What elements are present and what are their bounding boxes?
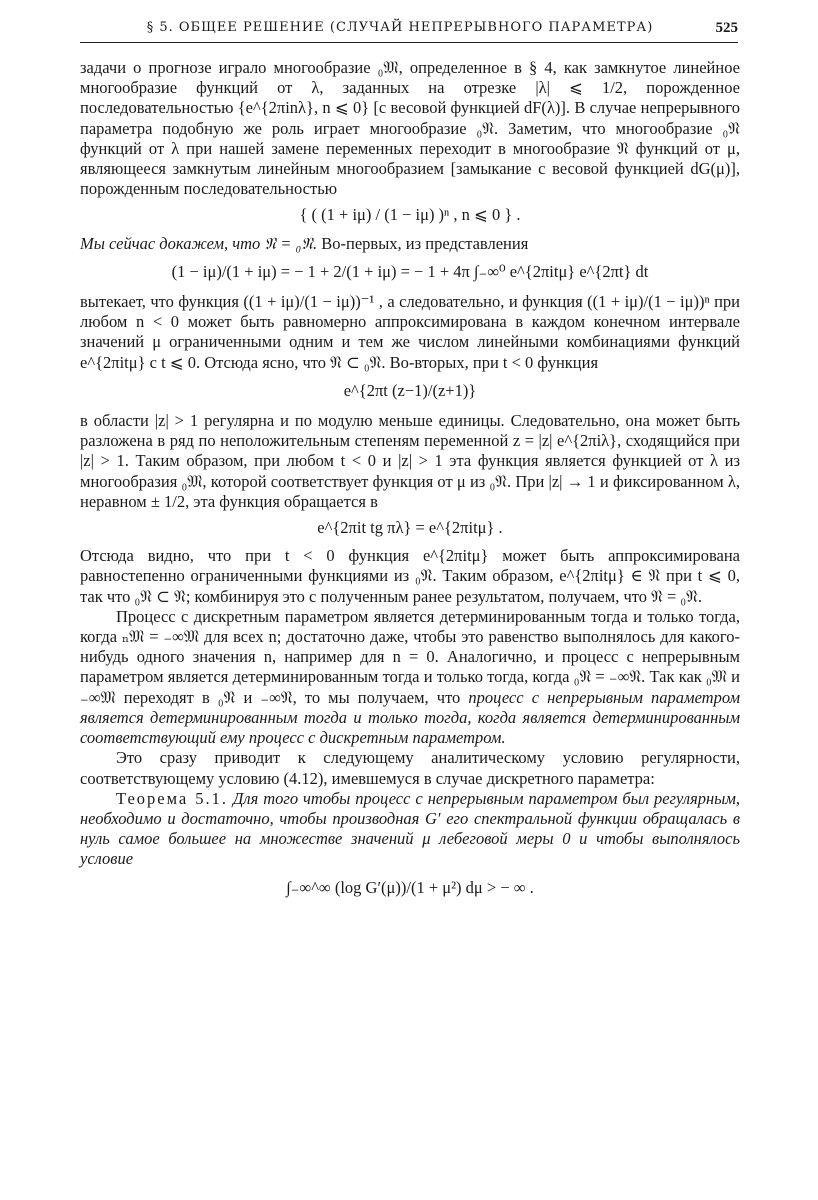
paragraph-6 xyxy=(80,607,740,748)
theorem-5-1 xyxy=(80,789,740,870)
running-head: § 5. ОБЩЕЕ РЕШЕНИЕ (СЛУЧАЙ НЕПРЕРЫВНОГО ПАРАМЕТРА) xyxy=(146,20,654,35)
formula-sequence: { ( (1 + iμ) / (1 − iμ) )ⁿ , n ⩽ 0 } . xyxy=(299,205,521,225)
paragraph-1: задачи о прогнозе играло многообразие ₀𝔐, определенное в § 4, как замкнутое линейное многообразие функций от λ, заданных на отрезке |λ| ⩽ 1/2, порожденное последовательностью {e^{2πinλ}, n ⩽ 0} [с весовой функцией dF(λ)]. В случае непрерывного параметра подобную же роль играет многообразие ₀𝔑. Заметим, что многообразие ₀𝔑 функций от λ при нашей замене переменных переходит в многообразие 𝔑 функций от μ, являющееся замкнутым линейным многообразием [замыкание с весовой функцией dG(μ)], порожденным последовательностью xyxy=(80,58,740,199)
theorem-label: Теорема 5.1. xyxy=(116,788,228,808)
paragraph-2-italic: Мы сейчас докажем, что 𝔑 = ₀𝔑. xyxy=(80,233,318,253)
formula-exponential: e^{2πt (z−1)/(z+1)} xyxy=(343,380,477,400)
paragraph-3: вытекает, что функция ((1 + iμ)/(1 − iμ))⁻¹ , а следовательно, и функция ((1 + iμ)/(1 − iμ))ⁿ при любом n < 0 может быть равномерно аппроксимирована в каждом конечном интервале значений μ ограниченными одним и тем же числом линейными комбинациями функций e^{2πitμ} с t ⩽ 0. Отсюда ясно, что 𝔑 ⊂ ₀𝔑. Во-вторых, при t < 0 функция xyxy=(80,292,740,372)
formula-representation: (1 − iμ)/(1 + iμ) = − 1 + 2/(1 + iμ) = − 1 + 4π ∫₋∞⁰ e^{2πitμ} e^{2πt} dt xyxy=(171,261,649,281)
paragraph-2 xyxy=(80,234,740,254)
formula-integral-condition: ∫₋∞^∞ (log G′(μ))/(1 + μ²) dμ > − ∞ . xyxy=(286,877,534,897)
paragraph-4: в области |z| > 1 регулярна и по модулю меньше единицы. Следовательно, она может быть разложена в ряд по неположительным степеням переменной z = |z| e^{2πiλ}, сходящийся при |z| > 1. Таким образом, при любом t < 0 и |z| > 1 эта функция является функцией от λ из многообразия ₀𝔐, которой соответствует функция от μ из ₀𝔑. При |z| → 1 и фиксированном λ, неравном ± 1/2, эта функция обращается в xyxy=(80,411,740,511)
paragraph-6-plain: Процесс с дискретным параметром является детерминированным тогда и только тогда, когда ₙ𝔐 = ₋∞𝔐 для всех n; достаточно даже, чтобы это равенство выполнялось для какого-нибудь одного значения n, например для n = 0. Аналогично, и процесс с непрерывным параметром является детерминированным тогда и только тогда, когда ₀𝔑 = ₋∞𝔑. Так как ₀𝔐 и ₋∞𝔐 переходят в ₀𝔑 и ₋∞𝔑, то мы получаем, что xyxy=(80,606,740,707)
header-rule xyxy=(80,42,738,43)
paragraph-2-rest: Во-первых, из представления xyxy=(317,233,529,253)
page-number: 525 xyxy=(715,20,738,36)
paragraph-5: Отсюда видно, что при t < 0 функция e^{2πitμ} может быть аппроксимирована равностепенно ограниченными функциями из ₀𝔑. Таким образом, e^{2πitμ} ∈ 𝔑 при t ⩽ 0, так что ₀𝔑 ⊂ 𝔑; комбинируя это с полученным ранее результатом, получаем, что 𝔑 = ₀𝔑. xyxy=(80,546,740,606)
paragraph-6-italic: процесс с непрерывным параметром является детерминированным тогда и только тогда, когда является детерминированным соответствующий ему процесс с дискретным параметром. xyxy=(80,687,740,748)
paragraph-7: Это сразу приводит к следующему аналитическому условию регулярности, соответствующему условию (4.12), имевшемуся в случае дискретного параметра: xyxy=(80,748,740,788)
theorem-text: Для того чтобы процесс с непрерывным параметром был регулярным, необходимо и достаточно, чтобы производная G′ его спектральной функции обращалась в нуль самое большее на множестве значений μ лебеговой меры 0 и чтобы выполнялось условие xyxy=(80,788,741,869)
page-body xyxy=(80,58,740,908)
formula-limit: e^{2πit tg πλ} = e^{2πitμ} . xyxy=(317,518,503,538)
